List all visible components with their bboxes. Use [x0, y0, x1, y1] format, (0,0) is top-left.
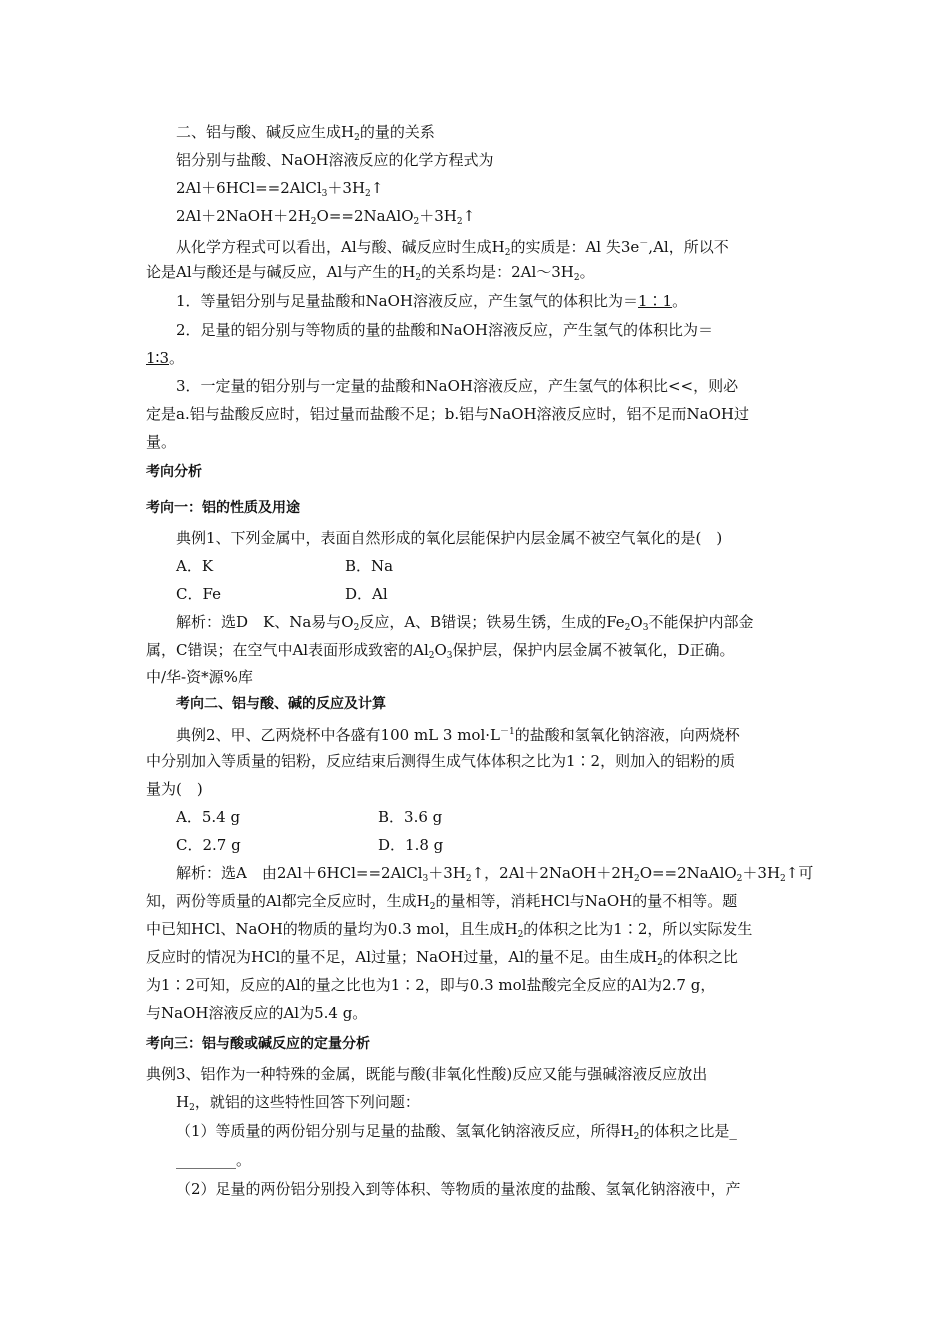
equation-2: $2Al+2NaOH+2H_2O==2NaAlO_2+3H_2↑$: [176, 207, 476, 227]
option-a: A．5.4 g: [176, 808, 241, 826]
question-part-2: （2）足量的两份铝分别投入到等体积、等物质的量浓度的盐酸、氢氧化钠溶液中，产: [176, 1180, 741, 1198]
solution-line: 反应时的情况为HCl的量不足，Al过量；NaOH过量，Al的量不足。由生成$H_2$的体积之比: [146, 948, 738, 968]
answer-blank: ________: [176, 1151, 236, 1169]
solution-line: 属，C错误；在空气中Al表面形成致密的$Al_2O_3$保护层，保护内层金属不被氧化，D正确。: [146, 641, 735, 661]
watermark-text: 中/华-资*源%库: [146, 668, 253, 686]
option-b: B．3.6 g: [378, 808, 443, 826]
list-item-1: 1．等量铝分别与足量盐酸和NaOH溶液反应，产生氢气的体积比为＝1∶1。: [176, 292, 688, 310]
analysis-heading: 考向分析: [146, 464, 202, 480]
topic-2-heading: 考向二、铝与酸、碱的反应及计算: [176, 696, 386, 712]
list-item-2: 2．足量的铝分别与等物质的量的盐酸和NaOH溶液反应，产生氢气的体积比为＝: [176, 321, 713, 339]
list-item-2-cont: 1∶3。: [146, 349, 185, 367]
paragraph-line: 论是Al与酸还是与碱反应，Al与产生的$H_2$的关系均是：$2Al\sim 3H_2$。: [146, 263, 595, 283]
solution-line: 解析：选D K、Na易与$O_2$反应，A、B错误；铁易生锈，生成的$Fe_2O_3$不能保护内部金: [176, 613, 754, 633]
example-3-question-cont: $H_2$，就铝的这些特性回答下列问题：: [176, 1093, 420, 1113]
paragraph-line: 从化学方程式可以看出，Al与酸、碱反应时生成$H_2$的实质是：Al 失3e－,Al，所以不: [176, 238, 729, 258]
equation-1: $2Al+6HCl==2AlCl_3+3H_2↑$: [176, 179, 384, 199]
option-d: D．1.8 g: [378, 836, 444, 854]
example-1-question: 典例1、下列金属中，表面自然形成的氧化层能保护内层金属不被空气氧化的是( ): [176, 529, 723, 547]
solution-line: 为1∶2可知，反应的Al的量之比也为1∶2，即与0.3 mol盐酸完全反应的Al为2.7 g，: [146, 976, 716, 994]
intro-text: 铝分别与盐酸、NaOH溶液反应的化学方程式为: [176, 151, 494, 169]
example-2-question-cont: 中分别加入等质量的铝粉，反应结束后测得生成气体体积之比为1∶2，则加入的铝粉的质: [146, 752, 736, 770]
topic-1-heading: 考向一：铝的性质及用途: [146, 500, 300, 516]
list-item-3-cont: 量。: [146, 433, 177, 451]
option-c: C．Fe: [176, 585, 221, 603]
example-2-question: 典例2、甲、乙两烧杯中各盛有100 mL 3 $mol\cdot L^{-1}$的盐酸和氢氧化钠溶液，向两烧杯: [176, 726, 740, 744]
example-3-question: 典例3、铝作为一种特殊的金属，既能与酸(非氧化性酸)反应又能与强碱溶液反应放出: [146, 1065, 708, 1083]
option-a: A．K: [176, 557, 214, 575]
option-c: C．2.7 g: [176, 836, 241, 854]
question-part-1-cont: ________。: [176, 1151, 252, 1169]
topic-3-heading: 考向三：铝与酸或碱反应的定量分析: [146, 1036, 370, 1052]
section-title: 二、铝与酸、碱反应生成$H_2$的量的关系: [176, 123, 435, 143]
example-2-question-cont: 量为( ): [146, 780, 203, 798]
option-b: B．Na: [345, 557, 394, 575]
question-part-1: （1）等质量的两份铝分别与足量的盐酸、氢氧化钠溶液反应，所得$H_2$的体积之比是_: [176, 1122, 737, 1142]
solution-line: 与NaOH溶液反应的Al为5.4 g。: [146, 1004, 368, 1022]
list-item-3-cont: 定是a.铝与盐酸反应时，铝过量而盐酸不足；b.铝与NaOH溶液反应时，铝不足而NaOH过: [146, 405, 749, 423]
option-d: D．Al: [345, 585, 388, 603]
solution-line: 知，两份等质量的Al都完全反应时，生成$H_2$的量相等，消耗HCl与NaOH的量不相等。题: [146, 892, 738, 912]
list-item-3: 3．一定量的铝分别与一定量的盐酸和NaOH溶液反应，产生氢气的体积比<<，则必: [176, 377, 739, 395]
solution-line: 解析：选A 由$2Al+6HCl==2AlCl_3+3H_2↑$，$2Al+2NaOH+2H_2O==2NaAlO_2+3H_2↑$可: [176, 864, 814, 884]
answer-blank: _: [729, 1122, 737, 1140]
solution-line: 中已知HCl、NaOH的物质的量均为0.3 mol，且生成$H_2$的体积之比为1∶2，所以实际发生: [146, 920, 753, 940]
